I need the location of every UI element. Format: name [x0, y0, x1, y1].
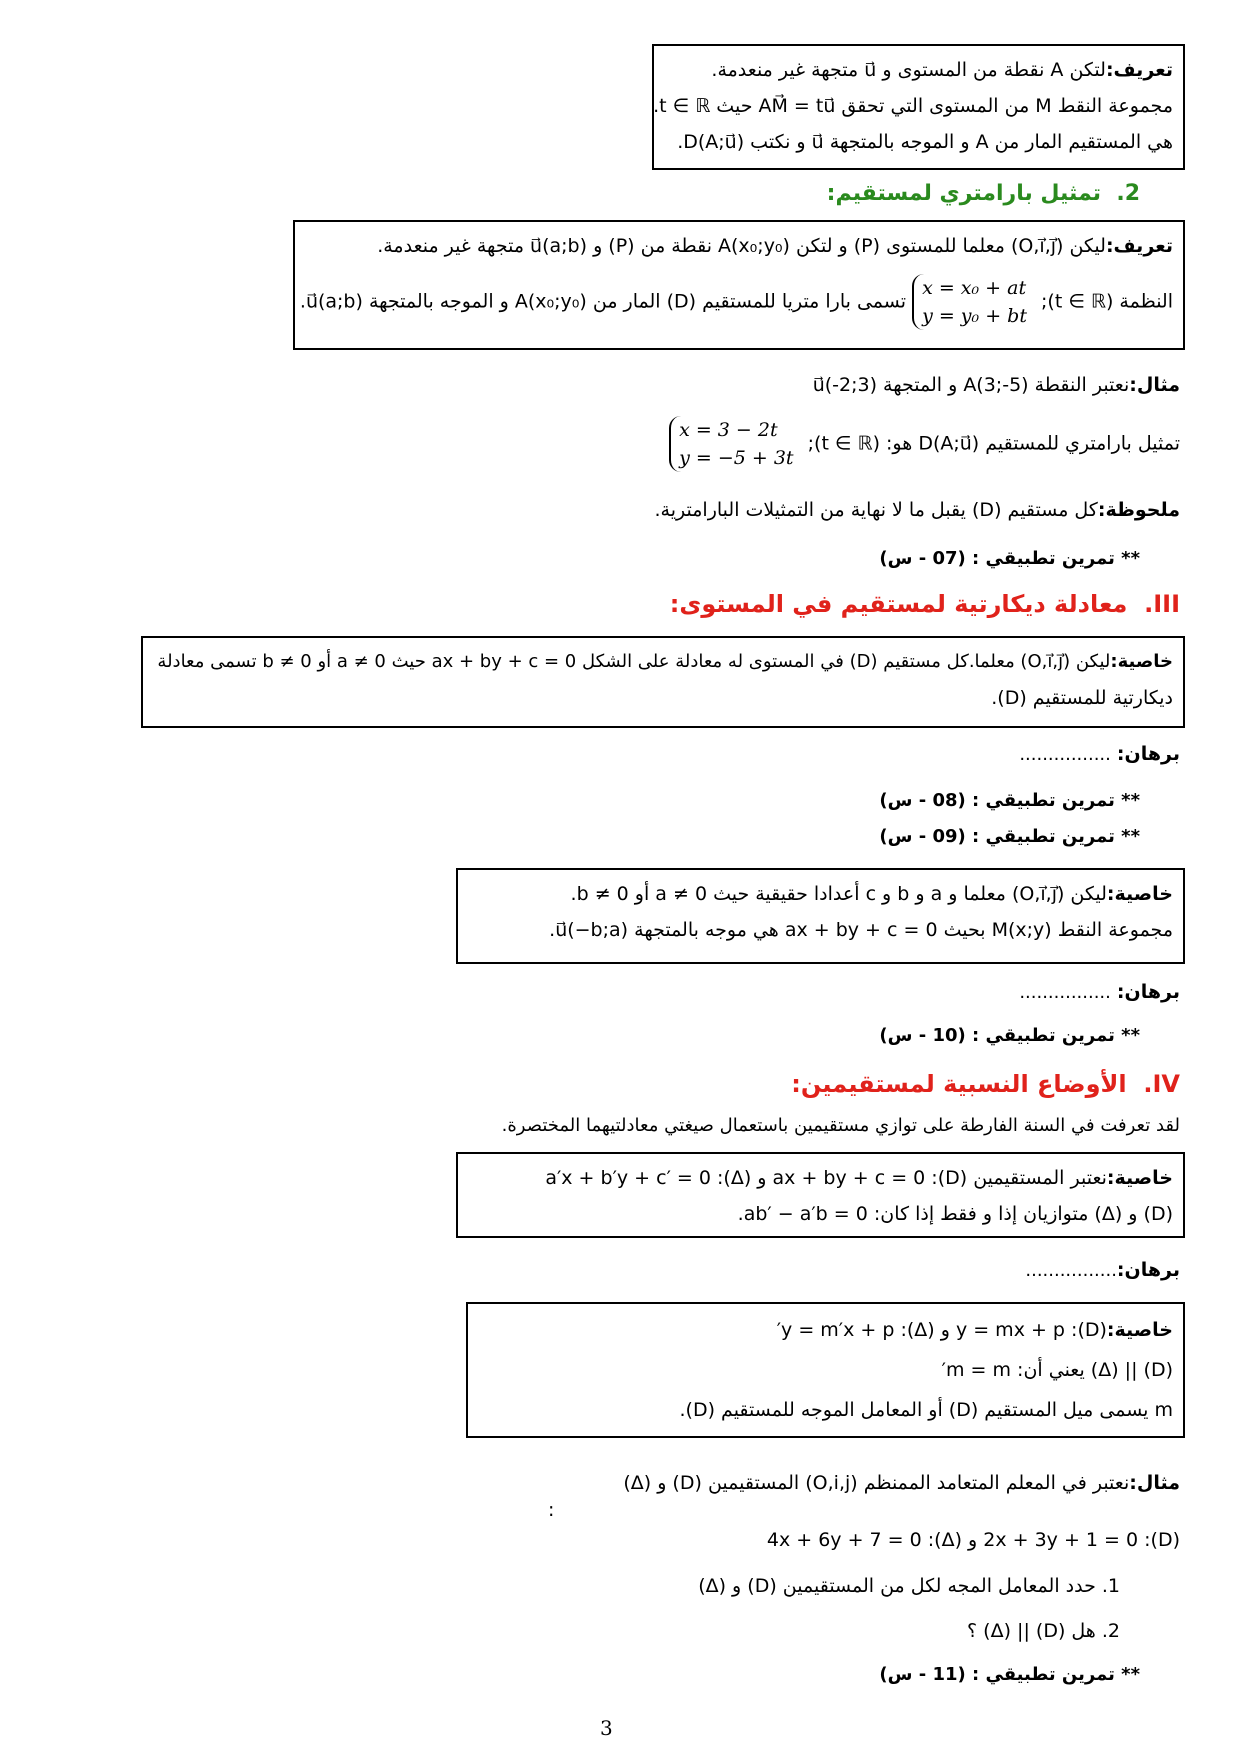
example-line-1 [813, 367, 1180, 403]
definition-label: تعريف: [1105, 235, 1173, 257]
property-text-1: (D): y = mx + p و (Δ): y = m′x + p′ [776, 1319, 1107, 1341]
proof-dots: ................ [1019, 982, 1111, 1003]
example-label: مثال: [1129, 374, 1180, 396]
definition-label: تعريف: [1105, 59, 1173, 81]
property-box-cartesian [141, 636, 1185, 728]
example-system: x = 3 − 2t y = −5 + 3t [669, 416, 801, 472]
note-label: ملحوظة: [1097, 499, 1180, 521]
section-heading-cartesian: III. معادلة ديكارتية لمستقيم في المستوى: [669, 590, 1180, 618]
parametric-system: x = x₀ + at y = y₀ + bt [912, 274, 1035, 330]
property-text-1: ليكن (O,i⃗,j⃗) معلما و a و b و c أعدادا حقيقية حيث a ≠ 0 أو b ≠ 0. [570, 883, 1107, 905]
question-1: 1. حدد المعامل المجه لكل من المستقيمين (D) و (Δ) [698, 1575, 1120, 1597]
example-label: مثال: [1129, 1472, 1180, 1494]
definition-text-1: ليكن (O,i⃗,j⃗) معلما للمستوى (P) و لتكن A(x₀;y₀) نقطة من (P) و u⃗(a;b) متجهة غير منعدمة. [377, 235, 1106, 257]
example-text-2: تمثيل بارامتري للمستقيم D(A;u⃗) هو: (t ∈ ℝ); [807, 432, 1180, 455]
definition-box-line [652, 44, 1185, 170]
example-colon: : [548, 1499, 555, 1521]
example-text-1: نعتبر النقطة A(3;-5) و المتجهة u⃗(-2;3) [812, 374, 1130, 396]
definition-box-parametric [293, 220, 1185, 350]
exercise-label: ** تمرين تطبيقي : (10 - س) [879, 1025, 1140, 1046]
definition-text-3: هي المستقيم المار من A و الموجه بالمتجهة u⃗ و نكتب D(A;u⃗). [677, 131, 1173, 153]
property-text-2: ديكارتية للمستقيم (D). [991, 687, 1173, 709]
example-text-1: نعتبر في المعلم المتعامد الممنظم (O,i,j) المستقيمين (D) و (Δ) [623, 1472, 1130, 1494]
note-line [655, 492, 1180, 528]
proof-label: برهان: [1116, 981, 1180, 1003]
property-box-slope [466, 1302, 1185, 1438]
exercise-label: ** تمرين تطبيقي : (07 - س) [879, 548, 1140, 569]
proof-label: برهان: [1116, 743, 1180, 765]
property-text-1: ليكن (O,i⃗,j⃗) معلما.كل مستقيم (D) في المستوى له معادلة على الشكل ax + by + c = 0 حيث a ≠ 0 أو b ≠ 0 تسمى معادلة [157, 651, 1111, 672]
question-2: 2. هل (D) || (Δ) ؟ [967, 1620, 1120, 1642]
proof-line [1025, 1252, 1180, 1289]
definition-text-2: تسمى بارا متريا للمستقيم (D) المار من A(x₀;y₀) و الموجه بالمتجهة u⃗(a;b). [299, 290, 907, 313]
note-text: كل مستقيم (D) يقبل ما لا نهاية من التمثيلات البارامترية. [654, 499, 1098, 521]
proof-label: برهان: [1116, 1259, 1180, 1281]
definition-text-2: مجموعة النقط M من المستوى التي تحقق AM⃗ = tu⃗ حيث t ∈ ℝ. [653, 95, 1173, 117]
exercise-label: ** تمرين تطبيقي : (09 - س) [879, 826, 1140, 847]
property-label: خاصية: [1106, 1167, 1173, 1189]
section-heading-parametric: 2. تمثيل بارامتري لمستقيم: [826, 181, 1140, 206]
definition-text-1: لتكن A نقطة من المستوى و u⃗ متجهة غير منعدمة. [711, 59, 1106, 81]
section-heading-relative-positions: IV. الأوضاع النسبية لمستقيمين: [791, 1070, 1180, 1098]
example-line-2 [669, 416, 1180, 472]
example-line-1 [623, 1465, 1180, 1501]
property-text-2: (D) و (Δ) متوازيان إذا و فقط إذا كان: ab′ − a′b = 0. [737, 1203, 1173, 1225]
property-box-parallel [456, 1152, 1185, 1238]
property-text-2: (D) || (Δ) يعني أن: m = m′ [941, 1359, 1173, 1381]
system-label: النظمة (t ∈ ℝ); [1041, 290, 1173, 313]
property-text-3: m يسمى ميل المستقيم (D) أو المعامل الموجه للمستقيم (D). [679, 1399, 1173, 1421]
property-label: خاصية: [1110, 651, 1173, 672]
exercise-label: ** تمرين تطبيقي : (11 - س) [879, 1664, 1140, 1685]
exercise-label: ** تمرين تطبيقي : (08 - س) [879, 790, 1140, 811]
proof-dots: ................ [1019, 744, 1111, 765]
property-text-2: مجموعة النقط M(x;y) بحيث ax + by + c = 0 هي موجه بالمتجهة u⃗(−b;a). [549, 919, 1173, 941]
proof-dots: ................ [1025, 1260, 1117, 1281]
property-text-1: نعتبر المستقيمين (D): ax + by + c = 0 و (Δ): a′x + b′y + c′ = 0 [545, 1167, 1107, 1189]
property-label: خاصية: [1106, 1319, 1173, 1341]
property-label: خاصية: [1106, 883, 1173, 905]
page-number: 3 [600, 1716, 613, 1740]
example-line-2: (D): 2x + 3y + 1 = 0 و (Δ): 4x + 6y + 7 = 0 [766, 1529, 1180, 1551]
proof-line [1019, 974, 1180, 1011]
proof-line [1019, 736, 1180, 773]
intro-text: لقد تعرفت في السنة الفارطة على توازي مستقيمين باستعمال صيغتي معادلتيهما المختصرة. [501, 1115, 1180, 1136]
property-box-direction [456, 868, 1185, 964]
